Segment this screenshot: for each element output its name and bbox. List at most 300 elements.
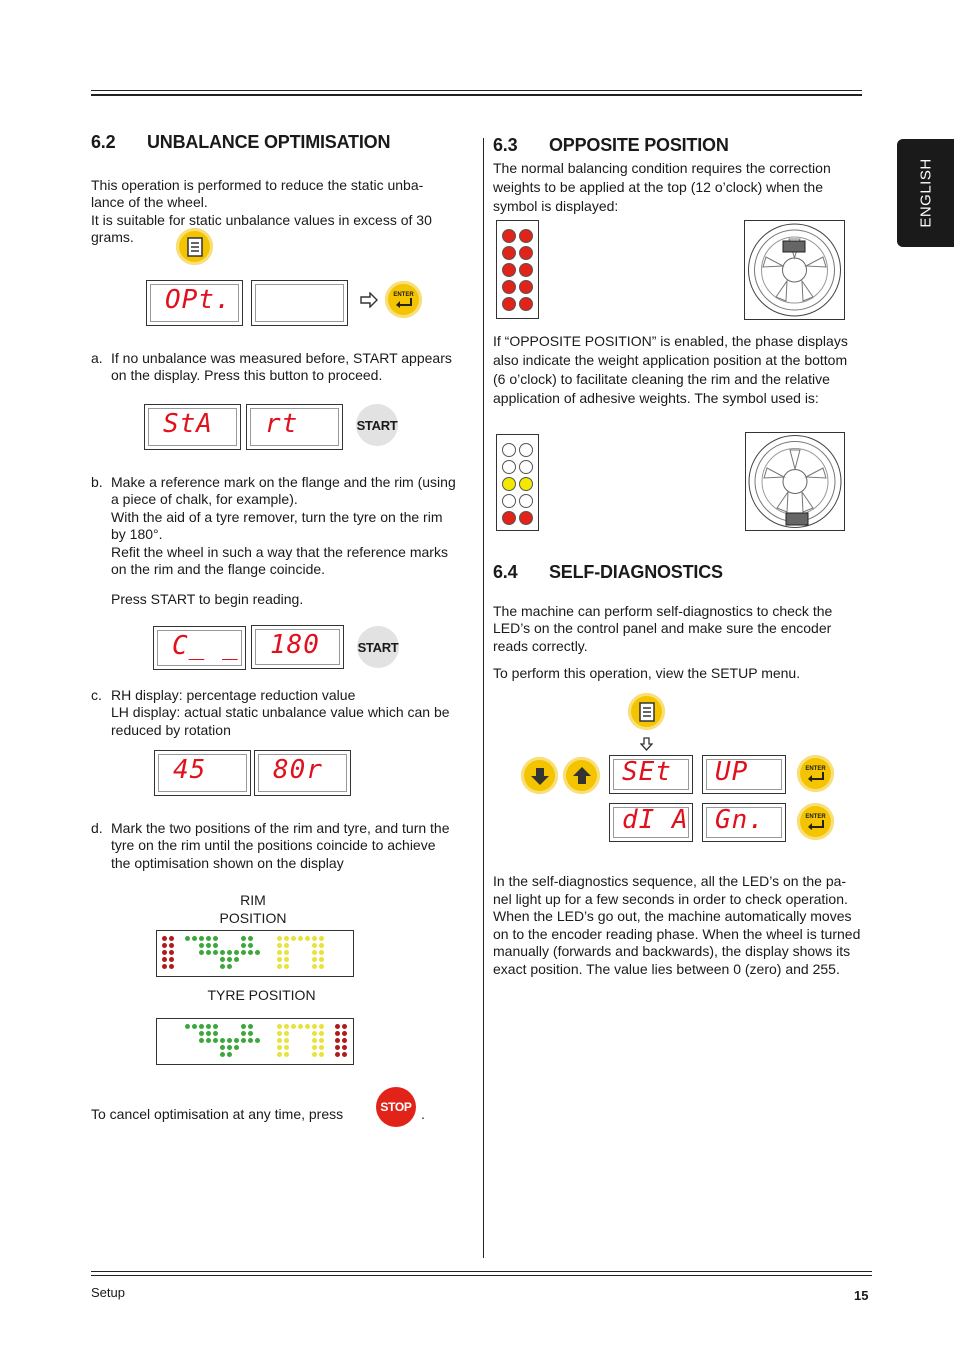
column-divider	[483, 138, 484, 1258]
led	[192, 950, 197, 955]
opposite-position-symbol	[496, 434, 539, 531]
led	[206, 957, 211, 962]
step-b	[91, 474, 471, 609]
led	[298, 1052, 303, 1057]
led	[220, 1045, 225, 1050]
led	[502, 263, 516, 277]
led	[312, 1052, 317, 1057]
led	[502, 477, 516, 491]
led	[284, 1024, 289, 1029]
text-line: exact position. The value lies between 0 (zero) and 255.	[493, 960, 840, 977]
led	[162, 957, 167, 962]
led	[199, 1031, 204, 1036]
left-display	[146, 280, 243, 326]
led	[248, 1038, 253, 1043]
led	[213, 964, 218, 969]
led	[305, 964, 310, 969]
led	[305, 950, 310, 955]
language-tab-label: ENGLISH	[917, 158, 934, 228]
led	[312, 1045, 317, 1050]
led	[227, 1031, 232, 1036]
led	[227, 950, 232, 955]
led	[234, 1024, 239, 1029]
led	[319, 964, 324, 969]
led	[213, 936, 218, 941]
led	[192, 1024, 197, 1029]
enter-label: ENTER	[805, 765, 826, 772]
led	[319, 1052, 324, 1057]
led	[335, 1031, 340, 1036]
led	[206, 964, 211, 969]
led	[206, 1045, 211, 1050]
self-diagnostics-intro	[493, 603, 873, 683]
text-line: This operation is performed to reduce the static unba-	[91, 177, 424, 193]
text-line: (6 o’clock) to facilitate cleaning the rim and the relative	[493, 371, 830, 387]
rim-position-led-panel	[156, 930, 354, 977]
led	[162, 950, 167, 955]
led	[213, 1052, 218, 1057]
led	[241, 950, 246, 955]
enter-label: ENTER	[393, 291, 414, 298]
display-value: UP	[715, 757, 749, 787]
led	[519, 263, 533, 277]
led	[298, 957, 303, 962]
led	[213, 943, 218, 948]
display-value: dI A	[622, 805, 689, 835]
led	[284, 936, 289, 941]
led	[519, 297, 533, 311]
led	[305, 1045, 310, 1050]
self-diagnostics-description	[493, 873, 873, 979]
led	[284, 1045, 289, 1050]
text-line: d. Mark the two positions of the rim and tyre, and turn the	[91, 820, 450, 836]
led	[277, 1031, 282, 1036]
led	[220, 957, 225, 962]
opposite-enabled-text	[493, 332, 873, 408]
led	[248, 957, 253, 962]
led	[519, 229, 533, 243]
display-value: rt	[265, 409, 299, 439]
menu-button[interactable]	[628, 693, 665, 730]
led	[162, 943, 167, 948]
text-line: LH display: actual static unbalance value which can be	[111, 704, 450, 721]
text-line: When the LED’s go out, the machine automatically moves	[493, 908, 852, 925]
menu-icon	[186, 237, 204, 257]
led	[298, 1031, 303, 1036]
symbol-leds	[502, 443, 533, 525]
led	[342, 1052, 347, 1057]
led	[206, 1038, 211, 1043]
led	[312, 943, 317, 948]
wheel-diagram-top	[744, 220, 845, 320]
led	[291, 1024, 296, 1029]
led	[206, 1024, 211, 1029]
led	[234, 936, 239, 941]
led	[277, 943, 282, 948]
led	[241, 964, 246, 969]
led	[169, 950, 174, 955]
text-line: symbol is displayed:	[493, 198, 619, 214]
led	[291, 943, 296, 948]
led	[342, 1024, 347, 1029]
led	[255, 1045, 260, 1050]
led	[220, 943, 225, 948]
led-column-left	[162, 936, 174, 969]
led	[519, 280, 533, 294]
led	[312, 1031, 317, 1036]
led	[255, 957, 260, 962]
led	[284, 943, 289, 948]
led	[192, 964, 197, 969]
led	[206, 943, 211, 948]
wheel-icon	[746, 433, 844, 530]
led	[241, 1031, 246, 1036]
led	[342, 1045, 347, 1050]
led	[291, 964, 296, 969]
language-tab	[897, 139, 954, 247]
led	[248, 1031, 253, 1036]
down-arrow-icon	[530, 766, 550, 786]
led	[277, 1024, 282, 1029]
page-number: 15	[854, 1288, 869, 1303]
led	[255, 936, 260, 941]
right-display	[246, 404, 343, 450]
led	[220, 936, 225, 941]
text-line: b. Make a reference mark on the flange and the rim (using	[91, 474, 456, 490]
display-value: Gn.	[715, 805, 765, 835]
led	[502, 297, 516, 311]
led	[255, 964, 260, 969]
led	[220, 950, 225, 955]
led	[291, 950, 296, 955]
cancel-text	[91, 1106, 343, 1123]
led	[169, 964, 174, 969]
led	[277, 957, 282, 962]
led	[284, 957, 289, 962]
led	[305, 1038, 310, 1043]
footer-rule-bottom	[91, 1275, 872, 1276]
stop-label: STOP	[380, 1100, 412, 1114]
text-line: lance of the wheel.	[91, 194, 208, 211]
led	[291, 936, 296, 941]
display-value: OPt.	[165, 285, 232, 315]
section-heading-6-3	[493, 135, 729, 156]
text-line: on the rim and the flange coincide.	[111, 561, 326, 578]
enter-icon	[807, 820, 825, 830]
led	[227, 1052, 232, 1057]
text-line: The normal balancing condition requires the correction	[493, 160, 831, 176]
text-line: If “OPPOSITE POSITION” is enabled, the phase displays	[493, 333, 848, 349]
led	[319, 936, 324, 941]
led	[248, 1052, 253, 1057]
led	[185, 1031, 190, 1036]
led	[319, 957, 324, 962]
led	[342, 1038, 347, 1043]
led	[234, 1052, 239, 1057]
led	[255, 950, 260, 955]
led	[305, 957, 310, 962]
left-display	[153, 626, 246, 670]
tyre-position-led-panel	[156, 1018, 354, 1065]
led	[213, 957, 218, 962]
led	[220, 1024, 225, 1029]
section-title: SELF-DIAGNOSTICS	[549, 562, 723, 582]
led	[248, 936, 253, 941]
footer-rule-top	[91, 1271, 872, 1272]
led	[227, 943, 232, 948]
text-line: Press START to begin reading.	[111, 591, 304, 608]
led	[312, 1024, 317, 1029]
led	[277, 950, 282, 955]
led	[185, 943, 190, 948]
right-display	[251, 280, 348, 326]
display-value: 80r	[273, 755, 323, 785]
led	[227, 957, 232, 962]
led	[291, 1031, 296, 1036]
led	[298, 950, 303, 955]
section-number: 6.4	[493, 562, 518, 582]
stop-button[interactable]	[376, 1087, 416, 1127]
left-display	[609, 803, 693, 842]
led	[206, 950, 211, 955]
up-button[interactable]	[563, 757, 600, 794]
text-line: application of adhesive weights. The symbol used is:	[493, 390, 819, 406]
led	[284, 964, 289, 969]
left-display	[609, 755, 693, 794]
led	[291, 1052, 296, 1057]
led	[227, 936, 232, 941]
led	[241, 957, 246, 962]
text-line: POSITION	[219, 910, 287, 926]
led	[519, 460, 533, 474]
led	[227, 1045, 232, 1050]
led	[192, 1038, 197, 1043]
led	[241, 1052, 246, 1057]
led	[305, 943, 310, 948]
led	[312, 1038, 317, 1043]
led	[312, 964, 317, 969]
section-title: OPPOSITE POSITION	[549, 135, 729, 155]
led	[298, 943, 303, 948]
section-heading-6-4	[493, 562, 723, 583]
text-line: RIM	[240, 892, 266, 908]
led	[502, 280, 516, 294]
led	[199, 964, 204, 969]
led	[169, 936, 174, 941]
led	[312, 936, 317, 941]
led	[169, 943, 174, 948]
led	[255, 1031, 260, 1036]
led	[241, 1038, 246, 1043]
header-rule-bottom	[91, 94, 862, 96]
text-line: It is suitable for static unbalance values in excess of 30	[91, 211, 432, 228]
text-line: In the self-diagnostics sequence, all the LED’s on the pa-	[493, 873, 847, 889]
text-line: a. If no unbalance was measured before, START appears	[91, 350, 452, 366]
led	[227, 1038, 232, 1043]
led	[248, 1024, 253, 1029]
led	[342, 1031, 347, 1036]
intro-text	[91, 177, 471, 247]
led	[241, 943, 246, 948]
up-arrow-icon	[572, 766, 592, 786]
text-line: With the aid of a tyre remover, turn the tyre on the rim	[111, 508, 443, 525]
step-a	[91, 350, 471, 385]
section-title: UNBALANCE OPTIMISATION	[147, 132, 391, 152]
led	[255, 1024, 260, 1029]
led	[255, 1052, 260, 1057]
text-line: nel light up for a few seconds in order to check operation.	[493, 890, 848, 907]
led	[206, 936, 211, 941]
enter-button[interactable]	[797, 755, 834, 792]
led	[220, 1052, 225, 1057]
right-display	[702, 755, 786, 794]
led	[213, 950, 218, 955]
led	[319, 1031, 324, 1036]
led	[291, 957, 296, 962]
led	[185, 936, 190, 941]
led	[277, 1052, 282, 1057]
led	[319, 1045, 324, 1050]
start-button[interactable]	[356, 404, 398, 446]
section-number: 6.2	[91, 132, 116, 152]
led	[519, 477, 533, 491]
led	[234, 1031, 239, 1036]
led	[519, 443, 533, 457]
section-heading-6-2	[91, 132, 390, 153]
led	[298, 964, 303, 969]
led	[220, 964, 225, 969]
arrow-right-icon	[360, 292, 378, 308]
start-label: START	[357, 639, 399, 655]
led	[248, 950, 253, 955]
led	[185, 1045, 190, 1050]
led	[335, 1038, 340, 1043]
led	[192, 943, 197, 948]
led	[199, 950, 204, 955]
led	[298, 936, 303, 941]
enter-label: ENTER	[805, 813, 826, 820]
led	[305, 1031, 310, 1036]
right-display	[254, 750, 351, 796]
rim-position-label	[200, 891, 306, 927]
led	[185, 950, 190, 955]
down-button[interactable]	[521, 757, 558, 794]
led	[234, 950, 239, 955]
right-display	[702, 803, 786, 842]
led	[335, 1024, 340, 1029]
enter-button[interactable]	[385, 281, 422, 318]
right-display	[251, 625, 344, 669]
led	[234, 1045, 239, 1050]
enter-button[interactable]	[797, 803, 834, 840]
start-button[interactable]	[357, 626, 399, 668]
led	[284, 1052, 289, 1057]
text-line: on to the encoder reading phase. When the wheel is turned	[493, 925, 861, 942]
led	[255, 943, 260, 948]
led	[519, 494, 533, 508]
led-block-green	[185, 936, 260, 969]
text-line: reduced by rotation	[111, 721, 231, 738]
text-line: manually (forwards and backwards), the display shows its	[493, 943, 851, 960]
led	[234, 957, 239, 962]
step-d	[91, 820, 471, 872]
display-value: StA	[163, 409, 213, 439]
enter-icon	[395, 298, 413, 308]
led	[213, 1038, 218, 1043]
led	[227, 1024, 232, 1029]
led	[277, 1038, 282, 1043]
led	[298, 1045, 303, 1050]
display-value: SEt	[622, 757, 672, 787]
led	[213, 1045, 218, 1050]
led	[192, 1052, 197, 1057]
led	[502, 443, 516, 457]
led	[298, 1038, 303, 1043]
led	[185, 1052, 190, 1057]
text-line: Refit the wheel in such a way that the reference marks	[111, 543, 448, 560]
led	[220, 1038, 225, 1043]
led	[319, 1038, 324, 1043]
symbol-leds	[502, 229, 533, 311]
led	[335, 1052, 340, 1057]
text-line: grams.	[91, 229, 134, 246]
led-block-yellow	[277, 936, 324, 969]
led	[227, 964, 232, 969]
led-block-yellow	[277, 1024, 324, 1057]
display-value: 45	[173, 755, 207, 785]
arrow-down-icon	[640, 737, 653, 751]
led	[213, 1031, 218, 1036]
led	[192, 1031, 197, 1036]
led	[519, 511, 533, 525]
cancel-label: To cancel optimisation at any time, press	[91, 1106, 344, 1122]
led	[502, 229, 516, 243]
cancel-period: .	[421, 1106, 425, 1122]
led	[519, 246, 533, 260]
text-line: tyre on the rim until the positions coincide to achieve	[111, 837, 436, 854]
led	[199, 943, 204, 948]
led	[185, 1024, 190, 1029]
led	[234, 1038, 239, 1043]
led	[192, 957, 197, 962]
led	[335, 1045, 340, 1050]
led	[319, 1024, 324, 1029]
led	[206, 1031, 211, 1036]
led	[248, 1045, 253, 1050]
left-display	[144, 404, 241, 450]
led	[502, 460, 516, 474]
text-line: also indicate the weight application position at the bottom	[493, 352, 848, 368]
led	[199, 936, 204, 941]
led	[162, 936, 167, 941]
led	[206, 1052, 211, 1057]
led	[199, 1024, 204, 1029]
led	[169, 957, 174, 962]
led	[199, 1038, 204, 1043]
led	[199, 957, 204, 962]
led	[192, 1045, 197, 1050]
led	[162, 964, 167, 969]
led	[291, 1045, 296, 1050]
menu-icon	[638, 702, 656, 722]
normal-position-symbol	[496, 220, 539, 319]
led	[234, 964, 239, 969]
text-line: weights to be applied at the top (12 o’clock) when the	[493, 179, 823, 195]
led	[241, 1024, 246, 1029]
step-c	[91, 687, 471, 739]
led	[220, 1031, 225, 1036]
menu-button[interactable]	[176, 228, 213, 265]
